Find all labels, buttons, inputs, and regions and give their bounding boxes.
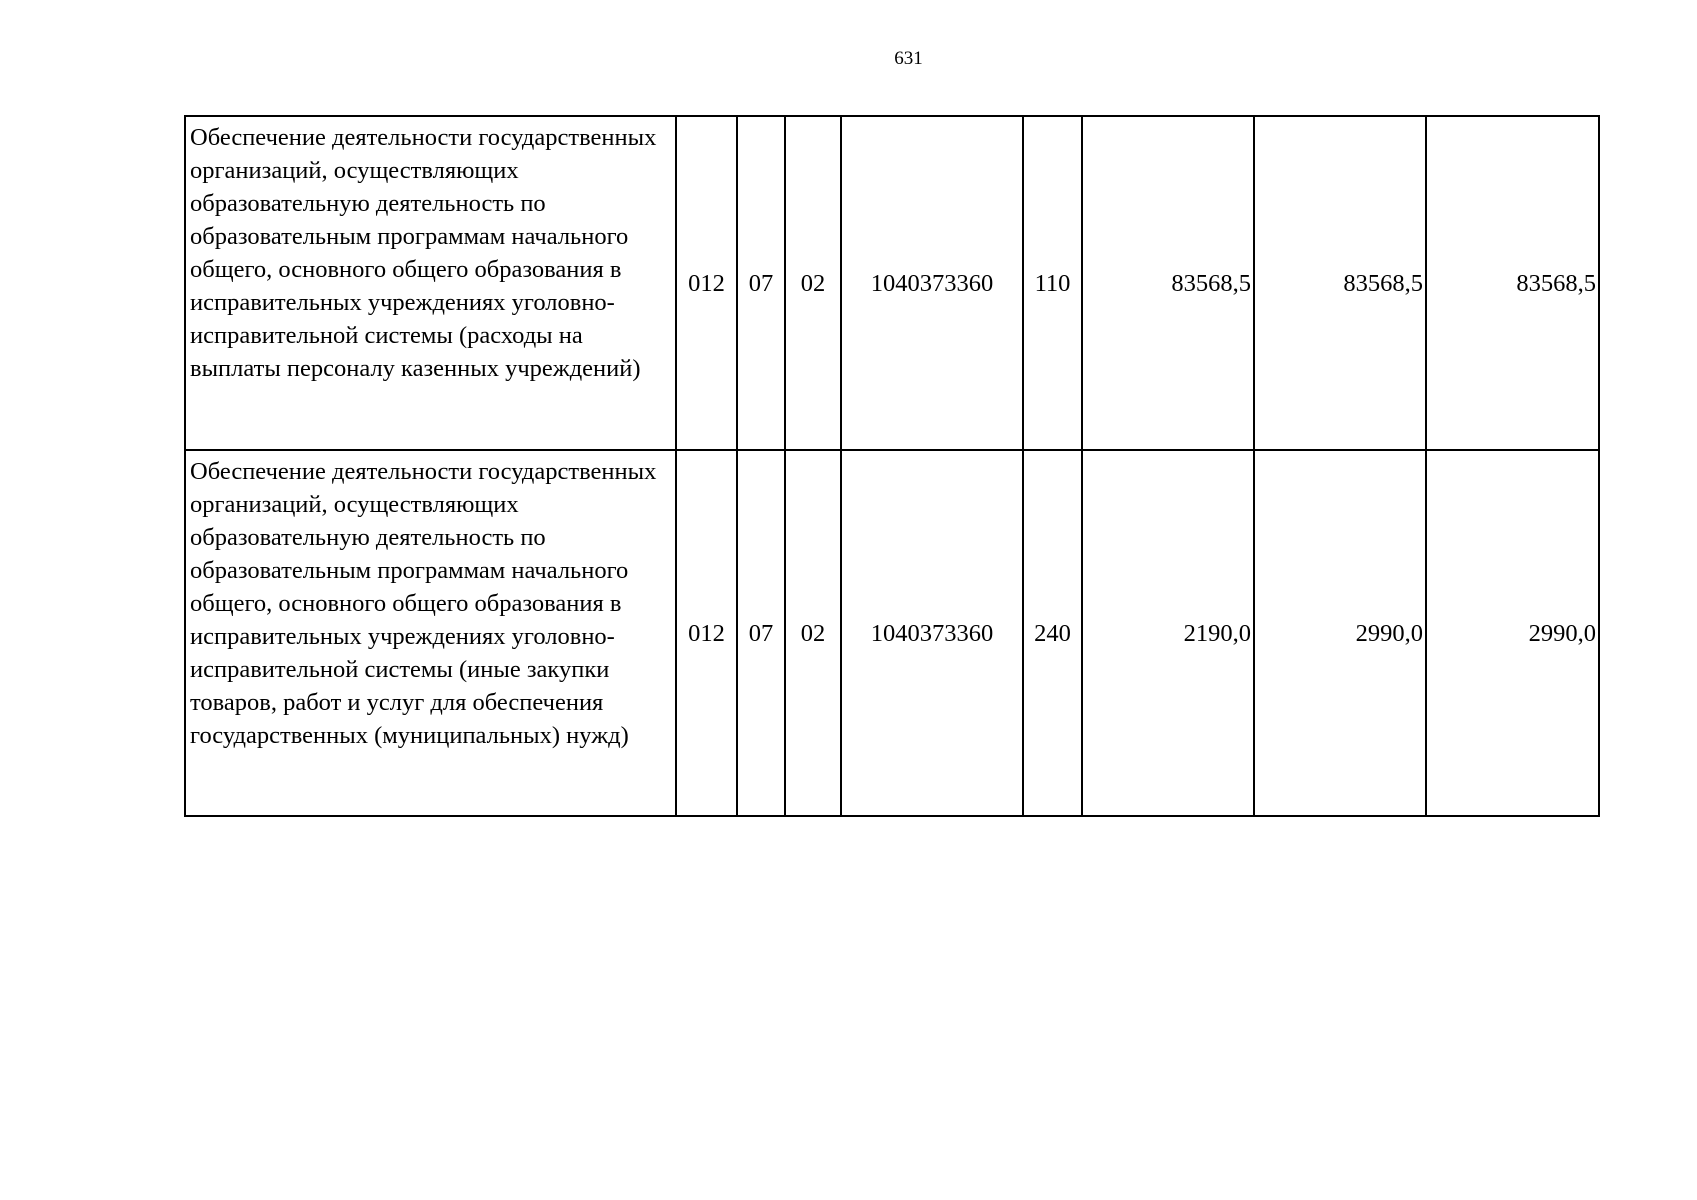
amount-year-3-cell: 2990,0 <box>1426 450 1599 816</box>
expense-name-cell: Обеспечение деятельности государственных организаций, осуществляющих образовательную деятельность по образовательным программам начального общего, основного общего образования в исправительных учреждениях уголовно-исправительной системы (расходы на выплаты персоналу казенных учреждений) <box>185 116 676 450</box>
expense-type-cell: 240 <box>1023 450 1082 816</box>
amount-year-1-cell: 2190,0 <box>1082 450 1254 816</box>
amount-year-1-cell: 83568,5 <box>1082 116 1254 450</box>
section-code-cell: 07 <box>737 116 785 450</box>
amount-year-3-cell: 83568,5 <box>1426 116 1599 450</box>
amount-year-2-cell: 83568,5 <box>1254 116 1426 450</box>
expense-name-cell: Обеспечение деятельности государственных организаций, осуществляющих образовательную деятельность по образовательным программам начального общего, основного общего образования в исправительных учреждениях уголовно-исправительной системы (иные закупки товаров, работ и услуг для обеспечения государственных (муниципальных) нужд) <box>185 450 676 816</box>
budget-table <box>184 115 1600 817</box>
amount-year-2-cell: 2990,0 <box>1254 450 1426 816</box>
expense-type-cell: 110 <box>1023 116 1082 450</box>
target-article-cell: 1040373360 <box>841 116 1023 450</box>
target-article-cell: 1040373360 <box>841 450 1023 816</box>
ministry-code-cell: 012 <box>676 450 737 816</box>
subsection-code-cell: 02 <box>785 450 841 816</box>
subsection-code-cell: 02 <box>785 116 841 450</box>
section-code-cell: 07 <box>737 450 785 816</box>
table-row <box>185 116 1599 450</box>
ministry-code-cell: 012 <box>676 116 737 450</box>
table-row <box>185 450 1599 816</box>
page-number: 631 <box>894 48 923 69</box>
